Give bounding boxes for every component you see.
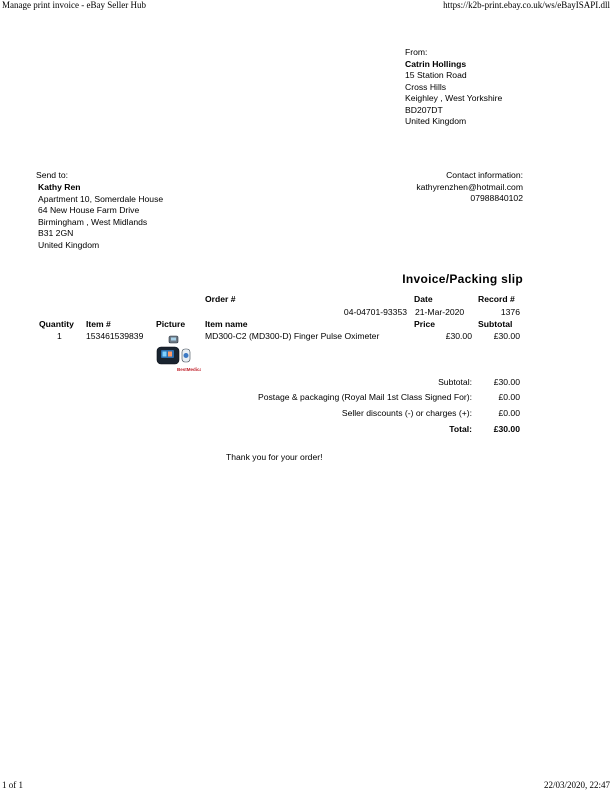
header-picture: Picture — [156, 319, 186, 329]
contact-block — [416, 170, 523, 205]
send-to-address-line: Apartment 10, Somerdale House — [38, 193, 164, 204]
from-address-line: United Kingdom — [405, 116, 467, 126]
header-price: Price — [414, 319, 436, 329]
from-address-line: BD207DT — [405, 104, 443, 115]
order-number: 04-04701-93353 — [343, 307, 407, 317]
contact-label: Contact information: — [446, 170, 523, 180]
from-label: From: — [405, 47, 428, 57]
from-address-line: Cross Hills — [405, 81, 447, 92]
send-to-block — [38, 182, 163, 251]
item-name: MD300-C2 (MD300-D) Finger Pulse Oximeter — [205, 331, 380, 341]
totals-discounts-label: Seller discounts (-) or charges (+): — [341, 408, 472, 418]
totals-postage-label: Postage & packaging (Royal Mail 1st Class Signed For): — [258, 392, 472, 402]
item-price: £30.00 — [445, 331, 472, 341]
item-subtotal: £30.00 — [493, 331, 520, 341]
print-datetime: 22/03/2020, 22:47 — [543, 780, 610, 790]
page-url: https://k2b-print.ebay.co.uk/ws/eBayISAPI.dll — [443, 0, 610, 10]
totals-total-label: Total: — [449, 424, 472, 434]
header-quantity: Quantity — [39, 319, 74, 329]
totals-subtotal-value: £30.00 — [493, 377, 520, 387]
contact-email: kathyrenzhen@hotmail.com — [416, 181, 523, 192]
send-to-address-line: Birmingham , West Midlands — [38, 216, 148, 227]
thumbnail-caption: BestMedical — [177, 367, 201, 372]
thank-you-message: Thank you for your order! — [226, 452, 323, 462]
page-title: Manage print invoice - eBay Seller Hub — [2, 0, 146, 10]
send-to-address-line: B31 2GN — [38, 228, 74, 238]
header-item-number: Item # — [86, 319, 111, 329]
contact-phone: 07988840102 — [470, 193, 523, 203]
header-subtotal: Subtotal — [478, 319, 513, 329]
send-to-address-line: 64 New House Farm Drive — [38, 205, 140, 215]
send-to-name: Kathy Ren — [38, 182, 81, 192]
totals-total-value: £30.00 — [493, 424, 520, 434]
order-date: 21-Mar-2020 — [415, 307, 465, 317]
header-item-name: Item name — [205, 319, 248, 329]
from-name: Catrin Hollings — [405, 58, 467, 69]
header-order: Order # — [205, 294, 236, 304]
totals-postage-value: £0.00 — [498, 392, 520, 402]
invoice-title: Invoice/Packing slip — [402, 272, 523, 286]
record-number: 1376 — [500, 307, 520, 317]
send-to-label: Send to: — [36, 170, 69, 180]
send-to-address-line: United Kingdom — [38, 239, 100, 250]
header-record: Record # — [478, 294, 515, 304]
from-block — [405, 47, 502, 128]
totals-subtotal-label: Subtotal: — [438, 377, 472, 387]
totals-discounts-value: £0.00 — [498, 408, 520, 418]
from-address-line: 15 Station Road — [405, 70, 467, 80]
item-number: 153461539839 — [86, 331, 144, 341]
from-address-line: Keighley , West Yorkshire — [405, 93, 503, 103]
item-quantity: 1 — [57, 331, 62, 341]
page-count: 1 of 1 — [2, 780, 23, 790]
product-thumbnail — [155, 333, 201, 373]
header-date: Date — [414, 294, 433, 304]
pulse-oximeter-image — [155, 333, 201, 373]
